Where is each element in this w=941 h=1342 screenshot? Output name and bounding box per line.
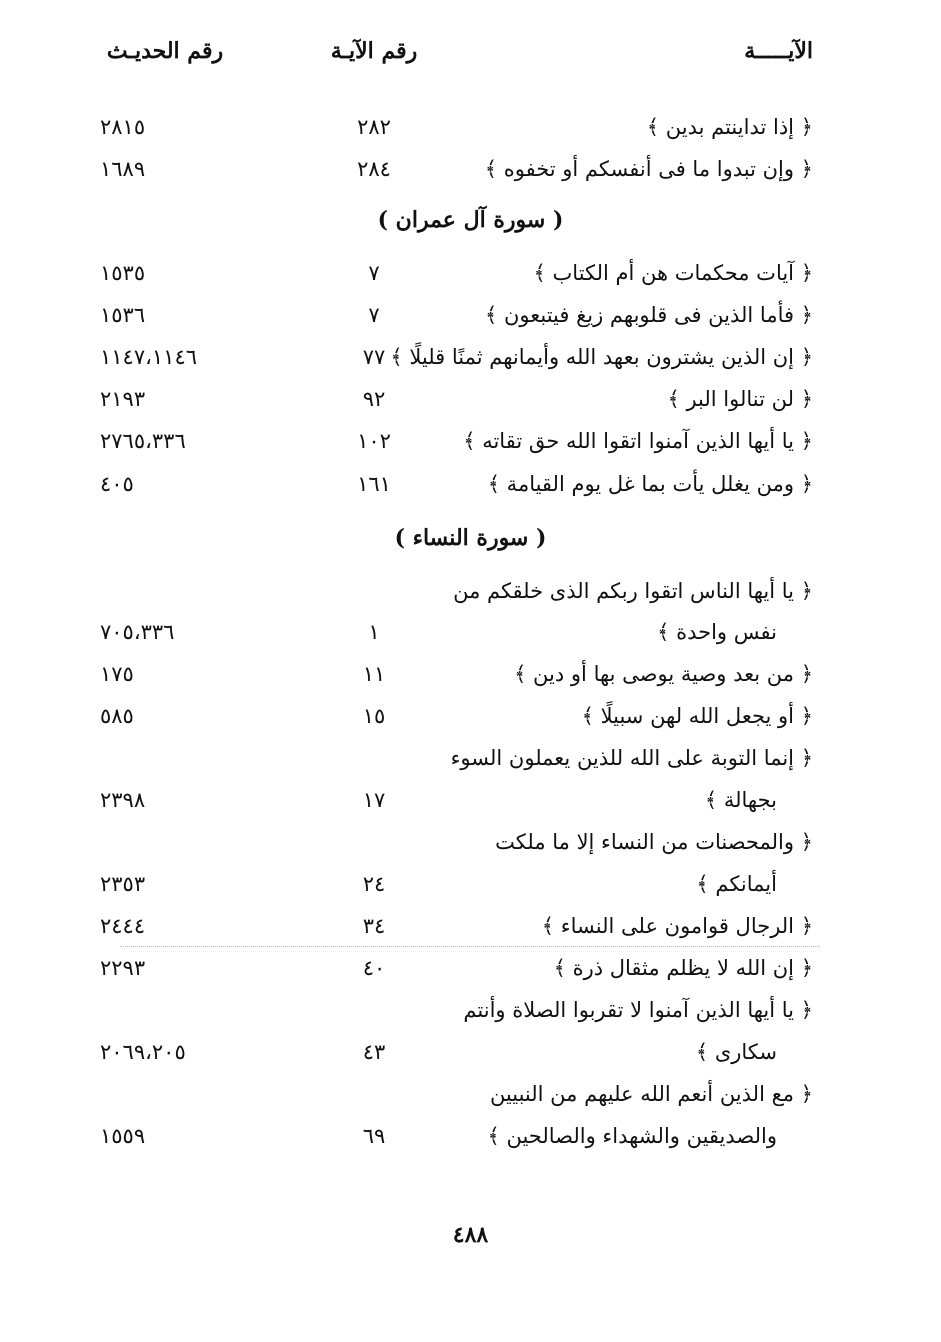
- hadith-number: ١٥٣٥: [100, 261, 146, 285]
- surah-heading-an-nisa: ( سورة النساء ): [394, 525, 547, 551]
- verse-text-continuation: والصديقين والشهداء والصالحين ﴾: [487, 1124, 777, 1148]
- verse-text-continuation: نفس واحدة ﴾: [657, 620, 777, 644]
- verse-number: ٧٧: [362, 345, 386, 369]
- verse-number: ٣٤: [362, 914, 386, 938]
- table-row: [0, 258, 941, 300]
- verse-number: ١٠٢: [357, 429, 391, 453]
- verse-text: ﴿ من بعد وصية يوصى بها أو دين ﴾: [514, 662, 813, 686]
- column-header-verse-number: رقم الآيـة: [330, 38, 418, 64]
- table-row: [0, 154, 941, 196]
- column-header-hadith-number: رقم الحديـث: [106, 38, 224, 64]
- table-row: [0, 701, 941, 743]
- hadith-number: ٢٣٥٣: [100, 872, 146, 896]
- verse-text: ﴿ لن تنالوا البر ﴾: [667, 387, 813, 411]
- table-row: [0, 785, 941, 827]
- verse-text-continuation: بجهالة ﴾: [704, 788, 777, 812]
- verse-number: ٢٨٤: [357, 157, 391, 181]
- verse-text: ﴿ إن الله لا يظلم مثقال ذرة ﴾: [553, 956, 813, 980]
- table-row: [0, 659, 941, 701]
- verse-number: ١: [368, 620, 380, 644]
- verse-text-continuation: سكارى ﴾: [695, 1040, 777, 1064]
- table-row: [0, 743, 941, 785]
- table-row: [0, 617, 941, 659]
- hadith-number: ٢١٩٣: [100, 387, 146, 411]
- hadith-number: ١٦٨٩: [100, 157, 146, 181]
- table-row: [0, 426, 941, 468]
- hadith-number: ٢٨١٥: [100, 115, 146, 139]
- column-header-verse: الآيـــــة: [744, 38, 813, 64]
- verse-number: ٧: [368, 261, 380, 285]
- hadith-number: ١١٤٧،١١٤٦: [100, 345, 198, 369]
- verse-number: ٩٢: [362, 387, 386, 411]
- scan-artifact-line: [120, 946, 820, 947]
- verse-text: ﴿ إذا تداينتم بدين ﴾: [646, 115, 813, 139]
- verse-text: ﴿ يا أيها الذين آمنوا اتقوا الله حق تقاته ﴾: [463, 429, 813, 453]
- verse-number: ٢٨٢: [357, 115, 391, 139]
- hadith-number: ١٧٥: [100, 662, 134, 686]
- verse-number: ٧: [368, 303, 380, 327]
- verse-number: ٤٠: [362, 956, 386, 980]
- hadith-number: ٢٢٩٣: [100, 956, 146, 980]
- hadith-number: ٢٤٤٤: [100, 914, 146, 938]
- page-number: ٤٨٨: [452, 1222, 489, 1248]
- hadith-number: ١٥٥٩: [100, 1124, 146, 1148]
- table-row: [0, 1037, 941, 1079]
- verse-number: ١٧: [362, 788, 386, 812]
- table-row: [0, 1121, 941, 1163]
- table-row: [0, 995, 941, 1037]
- hadith-number: ١٥٣٦: [100, 303, 146, 327]
- hadith-number: ٤٠٥: [100, 472, 134, 496]
- verse-text: ﴿ إن الذين يشترون بعهد الله وأيمانهم ثمنًا قليلًا ﴾: [390, 345, 813, 369]
- verse-text: ﴿ آيات محكمات هن أم الكتاب ﴾: [533, 261, 813, 285]
- table-row: [0, 300, 941, 342]
- verse-number: ٢٤: [362, 872, 386, 896]
- verse-number: ١١: [362, 662, 386, 686]
- table-row: [0, 112, 941, 154]
- hadith-number: ٢٣٩٨: [100, 788, 146, 812]
- table-row: [0, 827, 941, 869]
- verse-number: ٤٣: [362, 1040, 386, 1064]
- verse-number: ٦٩: [362, 1124, 386, 1148]
- verse-text: ﴿ وإن تبدوا ما فى أنفسكم أو تخفوه ﴾: [484, 157, 813, 181]
- verse-text: ﴿ يا أيها الناس اتقوا ربكم الذى خلقكم من: [453, 579, 813, 603]
- surah-heading-al-imran: ( سورة آل عمران ): [377, 207, 564, 233]
- verse-text: ﴿ ومن يغلل يأت بما غل يوم القيامة ﴾: [487, 472, 813, 496]
- hadith-number: ٢٠٦٩،٢٠٥: [100, 1040, 186, 1064]
- verse-text: ﴿ والمحصنات من النساء إلا ما ملكت: [495, 830, 813, 854]
- verse-text: ﴿ إنما التوبة على الله للذين يعملون السوء: [450, 746, 813, 770]
- table-row: [0, 342, 941, 384]
- verse-text: ﴿ الرجال قوامون على النساء ﴾: [541, 914, 813, 938]
- verse-text: ﴿ يا أيها الذين آمنوا لا تقربوا الصلاة وأنتم: [463, 998, 813, 1022]
- verse-number: ١٥: [362, 704, 386, 728]
- verse-text: ﴿ فأما الذين فى قلوبهم زيغ فيتبعون ﴾: [484, 303, 813, 327]
- verse-text: ﴿ أو يجعل الله لهن سبيلًا ﴾: [581, 704, 813, 728]
- verse-number: ١٦١: [357, 472, 391, 496]
- table-row: [0, 469, 941, 511]
- hadith-number: ٢٧٦٥،٣٣٦: [100, 429, 186, 453]
- table-row: [0, 869, 941, 911]
- table-row: [0, 384, 941, 426]
- table-row: [0, 576, 941, 618]
- hadith-number: ٧٠٥،٣٣٦: [100, 620, 175, 644]
- verse-text: ﴿ مع الذين أنعم الله عليهم من النبيين: [489, 1082, 813, 1106]
- table-row: [0, 953, 941, 995]
- table-row: [0, 1079, 941, 1121]
- verse-text-continuation: أيمانكم ﴾: [696, 872, 777, 896]
- hadith-number: ٥٨٥: [100, 704, 134, 728]
